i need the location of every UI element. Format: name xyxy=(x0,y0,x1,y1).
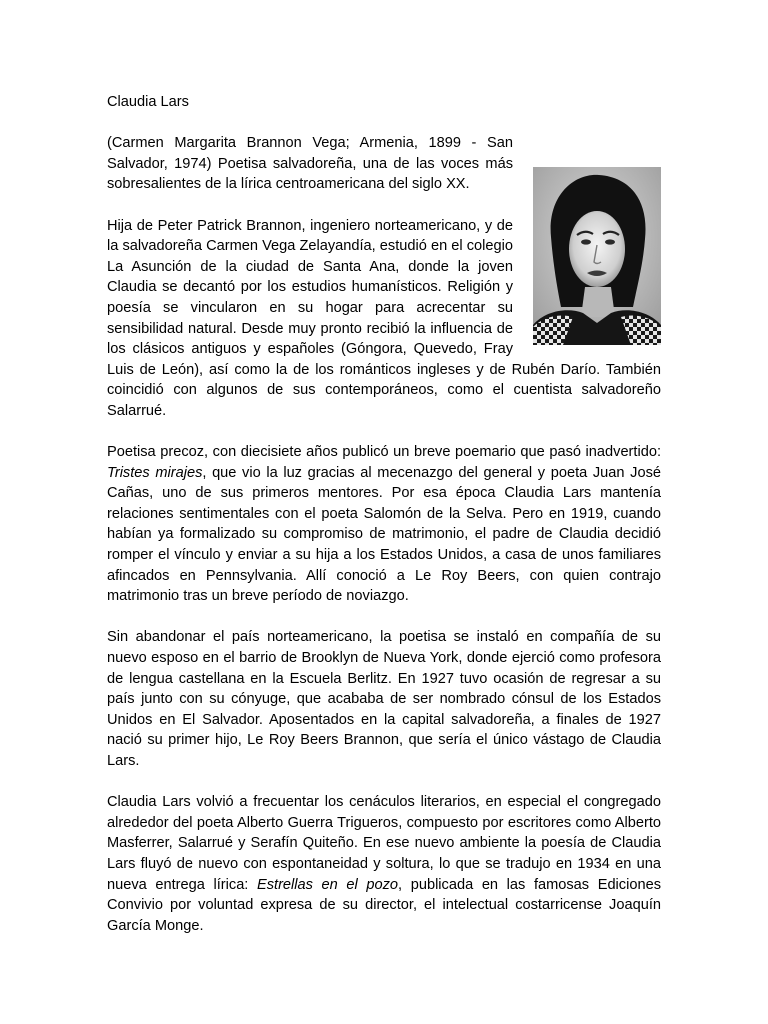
paragraph-5-text-a: Claudia Lars volvió a frecuentar los cenáculos literarios, en especial el congregado alrededor del poeta Alberto Guerra Trigueros, compuesto por escritores como Alberto Masferrer, Salarrué y Serafín Quiteño. En ese nuevo ambiente la poesía de Claudia Lars fluyó de nuevo con espontaneidad y soltura, lo que se tradujo en 1934 en una nueva entrega lírica: xyxy=(107,794,661,893)
document-title: Claudia Lars xyxy=(107,94,189,110)
paragraph-1: (Carmen Margarita Brannon Vega; Armenia, 1899 - San Salvador, 1974) Poetisa salvadoreña, una de las voces más sobresalientes de la lírica centroamericana del siglo XX. xyxy=(107,135,513,193)
paragraph-4: Sin abandonar el país norteamericano, la poetisa se instaló en compañía de su nuevo esposo en el barrio de Brooklyn de Nueva York, donde ejerció como profesora de lengua castellana en la Escuela Berlitz. En 1927 tuvo ocasión de regresar a su país junto con su cónyuge, que acababa de ser nombrado cónsul de los Estados Unidos en El Salvador. Aposentados en la capital salvadoreña, a finales de 1927 nació su primer hijo, Le Roy Beers Brannon, que sería el único vástago de Claudia Lars. xyxy=(107,629,661,769)
portrait-image xyxy=(533,167,661,345)
paragraph-5 xyxy=(107,792,661,936)
portrait-photo xyxy=(533,167,661,345)
paragraph-5-text-b: , publicada en las famosas Ediciones Convivio por voluntad expresa de su director, el intelectual costarricense Joaquín García Monge. xyxy=(107,876,661,934)
paragraph-3-text-b: , que vio la luz gracias al mecenazgo del general y poeta Juan José Cañas, uno de sus primeros mentores. Por esa época Claudia Lars mantenía relaciones sentimentales con el poeta Salomón de la Selva. Pero en 1919, cuando habían ya formalizado su compromiso de matrimonio, el padre de Claudia decidió romper el vínculo y enviar a su hija a los Estados Unidos, a casa de unos familiares afincados en Pennsylvania. Allí conoció a Le Roy Beers, con quien contrajo matrimonio tras un breve período de noviazgo. xyxy=(107,464,661,605)
paragraph-3-text-a: Poetisa precoz, con diecisiete años publicó un breve poemario que pasó inadvertido: xyxy=(107,444,661,461)
paragraph-3 xyxy=(107,442,661,607)
paragraph-2: Hija de Peter Patrick Brannon, ingeniero norteamericano, y de la salvadoreña Carmen Vega Zelayandía, estudió en el colegio La Asunción de la ciudad de Santa Ana, donde la joven Claudia se decantó por los estudios humanísticos. Religión y poesía se vincularon en su hogar para acrecentar su sensibilidad natural. Desde muy pronto recibió la influencia de los clásicos antiguos y españoles (Góngora, Quevedo, Fray Luis de León), así como la de los románticos ingleses y de Rubén Darío. También coincidió con algunos de sus contemporáneos, como el cuentista salvadoreño Salarrué. xyxy=(107,217,661,419)
book-title-estrellas-en-el-pozo: Estrellas en el pozo xyxy=(256,876,399,893)
book-title-tristes-mirajes: Tristes mirajes xyxy=(107,464,203,481)
document-page xyxy=(107,92,661,957)
